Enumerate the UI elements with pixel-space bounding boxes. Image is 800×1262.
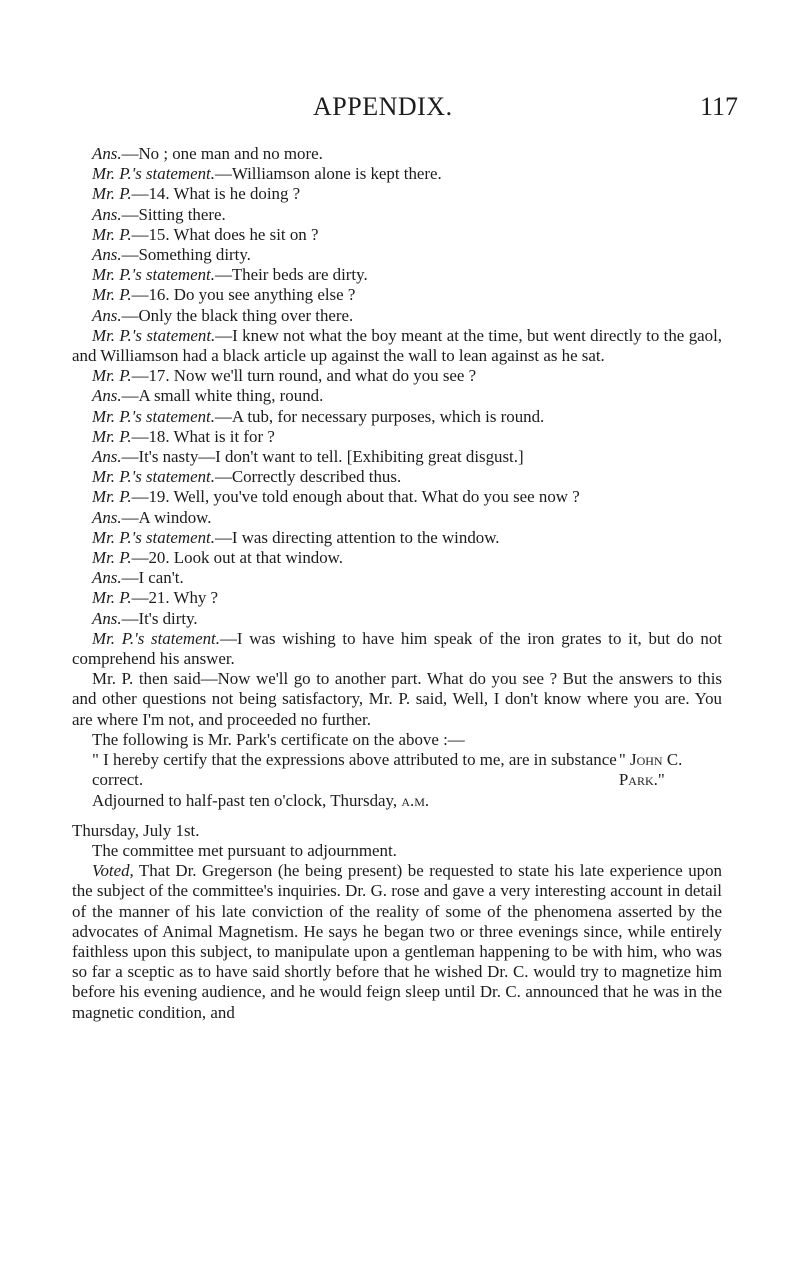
certificate-signature: " John C. Park." xyxy=(618,750,683,790)
speaker-label: Mr. P.'s statement. xyxy=(92,628,220,648)
speaker-label: Ans. xyxy=(92,507,122,527)
line-text: —I knew not what the boy meant at the time, but went directly to the gaol, and Williamson had a black article up against the wall to lean against as he sat. xyxy=(72,325,722,366)
line-text: —It's nasty—I don't want to tell. [Exhibiting great disgust.] xyxy=(121,447,524,467)
dialogue-line xyxy=(72,225,722,245)
line-text: —19. Well, you've told enough about that. What do you see now ? xyxy=(131,487,580,507)
speaker-label: Mr. P. xyxy=(92,487,132,507)
line-text: —A window. xyxy=(121,507,212,527)
line-text: —Correctly described thus. xyxy=(214,467,402,487)
date-line: Thursday, July 1st. xyxy=(72,820,200,840)
dialogue-line xyxy=(72,568,722,588)
adjourned-time: a.m. xyxy=(401,790,430,810)
speaker-label: Ans. xyxy=(92,305,122,325)
certificate-text: " I hereby certify that the expressions above attributed to me, are in substance correct. xyxy=(92,750,617,790)
line-text: —Williamson alone is kept there. xyxy=(214,164,442,184)
voted-text: That Dr. Gregerson (he being present) be requested to state his late experience upon the subject of the committee's inquiries. Dr. G. rose and gave a very interesting account in detail of the manner of his late conviction of the reality of some of the phenomena asserted by the advocates of Animal Magnetism. He says he began two or three evenings since, while entirely faithless upon this subject, to manipulate upon a gentleman happening to be with him, who was so far a sceptic as to have said shortly before that he wished Dr. C. would try to magnetize him before his evening audience, and he would feign sleep until Dr. C. announced that he was in the magnetic condition, and xyxy=(72,861,722,1022)
paragraph-mr-p-said: Mr. P. then said—Now we'll go to another part. What do you see ? But the answers to this and other questions not being satisfactory, Mr. P. said, Well, I don't know where you are. You are where I'm not, and proceeded no further. xyxy=(72,669,722,729)
line-text: —I can't. xyxy=(121,568,184,588)
dialogue-line xyxy=(72,245,722,265)
speaker-label: Ans. xyxy=(92,245,122,265)
speaker-label: Mr. P. xyxy=(92,548,132,568)
line-text: —Only the black thing over there. xyxy=(121,305,354,325)
speaker-label: Mr. P.'s statement. xyxy=(92,265,215,285)
line-text: —Sitting there. xyxy=(121,204,226,224)
page-body xyxy=(72,144,722,1023)
dialogue-line xyxy=(72,184,722,204)
dialogue-line xyxy=(72,407,722,427)
dialogue-line xyxy=(72,508,722,528)
voted-label: Voted, xyxy=(92,861,134,881)
speaker-label: Mr. P. xyxy=(92,366,132,386)
line-text: —16. Do you see anything else ? xyxy=(131,285,356,305)
line-text: —Something dirty. xyxy=(121,245,251,265)
dialogue-line xyxy=(72,306,722,326)
line-text: —Their beds are dirty. xyxy=(214,265,368,285)
speaker-label: Ans. xyxy=(92,144,122,163)
speaker-label: Mr. P.'s statement. xyxy=(92,164,215,184)
speaker-label: Mr. P. xyxy=(92,588,132,608)
dialogue-line xyxy=(72,467,722,487)
line-text: —20. Look out at that window. xyxy=(131,548,343,568)
dialogue-line xyxy=(72,144,722,164)
speaker-label: Mr. P. xyxy=(92,224,132,244)
speaker-label: Mr. P.'s statement. xyxy=(92,527,215,547)
speaker-label: Ans. xyxy=(92,608,122,628)
dialogue-line xyxy=(72,386,722,406)
adjourned-line xyxy=(72,791,722,811)
speaker-label: Mr. P.'s statement. xyxy=(92,325,216,345)
dialogue-line xyxy=(72,205,722,225)
dialogue-line xyxy=(72,366,722,386)
line-text: —14. What is he doing ? xyxy=(131,184,301,204)
dialogue-line xyxy=(72,447,722,467)
line-text: —17. Now we'll turn round, and what do you see ? xyxy=(131,366,477,386)
speaker-label: Ans. xyxy=(92,204,122,224)
dialogue-line xyxy=(72,528,722,548)
page-header xyxy=(0,92,800,126)
line-text: —It's dirty. xyxy=(121,608,198,628)
dialogue-line xyxy=(72,326,722,366)
adjourned-text: Adjourned to half-past ten o'clock, Thursday, xyxy=(92,790,398,810)
speaker-label: Mr. P.'s statement. xyxy=(92,467,215,487)
dialogue-line xyxy=(72,548,722,568)
speaker-label: Mr. P. xyxy=(92,184,132,204)
paragraph-certificate-intro: The following is Mr. Park's certificate on the above :— xyxy=(92,729,465,749)
dialogue-line xyxy=(72,609,722,629)
line-text: —I was wishing to have him speak of the iron grates to it, but do not comprehend his answer. xyxy=(72,628,722,669)
paragraph-voted xyxy=(72,861,722,1023)
speaker-label: Ans. xyxy=(92,568,122,588)
line-text: —21. Why ? xyxy=(131,588,219,608)
dialogue-line xyxy=(72,164,722,184)
page-number: 117 xyxy=(699,92,738,121)
line-text: —A small white thing, round. xyxy=(121,386,324,406)
dialogue-line xyxy=(72,588,722,608)
line-text: —A tub, for necessary purposes, which is round. xyxy=(214,406,545,426)
speaker-label: Ans. xyxy=(92,447,122,467)
speaker-label: Ans. xyxy=(92,386,122,406)
speaker-label: Mr. P.'s statement. xyxy=(92,406,215,426)
dialogue-line xyxy=(72,265,722,285)
dialogue-line xyxy=(72,487,722,507)
certificate-line xyxy=(72,750,722,790)
line-text: —18. What is it for ? xyxy=(131,426,275,446)
line-text: —15. What does he sit on ? xyxy=(131,224,319,244)
line-text: —No ; one man and no more. xyxy=(121,144,323,163)
dialogue-section xyxy=(72,144,722,669)
speaker-label: Mr. P. xyxy=(92,285,132,305)
running-head: APPENDIX. xyxy=(313,92,453,121)
line-text: —I was directing attention to the window. xyxy=(214,527,500,547)
dialogue-line xyxy=(72,629,722,669)
committee-met-line: The committee met pursuant to adjournment. xyxy=(92,840,397,860)
speaker-label: Mr. P. xyxy=(92,426,132,446)
dialogue-line xyxy=(72,427,722,447)
dialogue-line xyxy=(72,285,722,305)
